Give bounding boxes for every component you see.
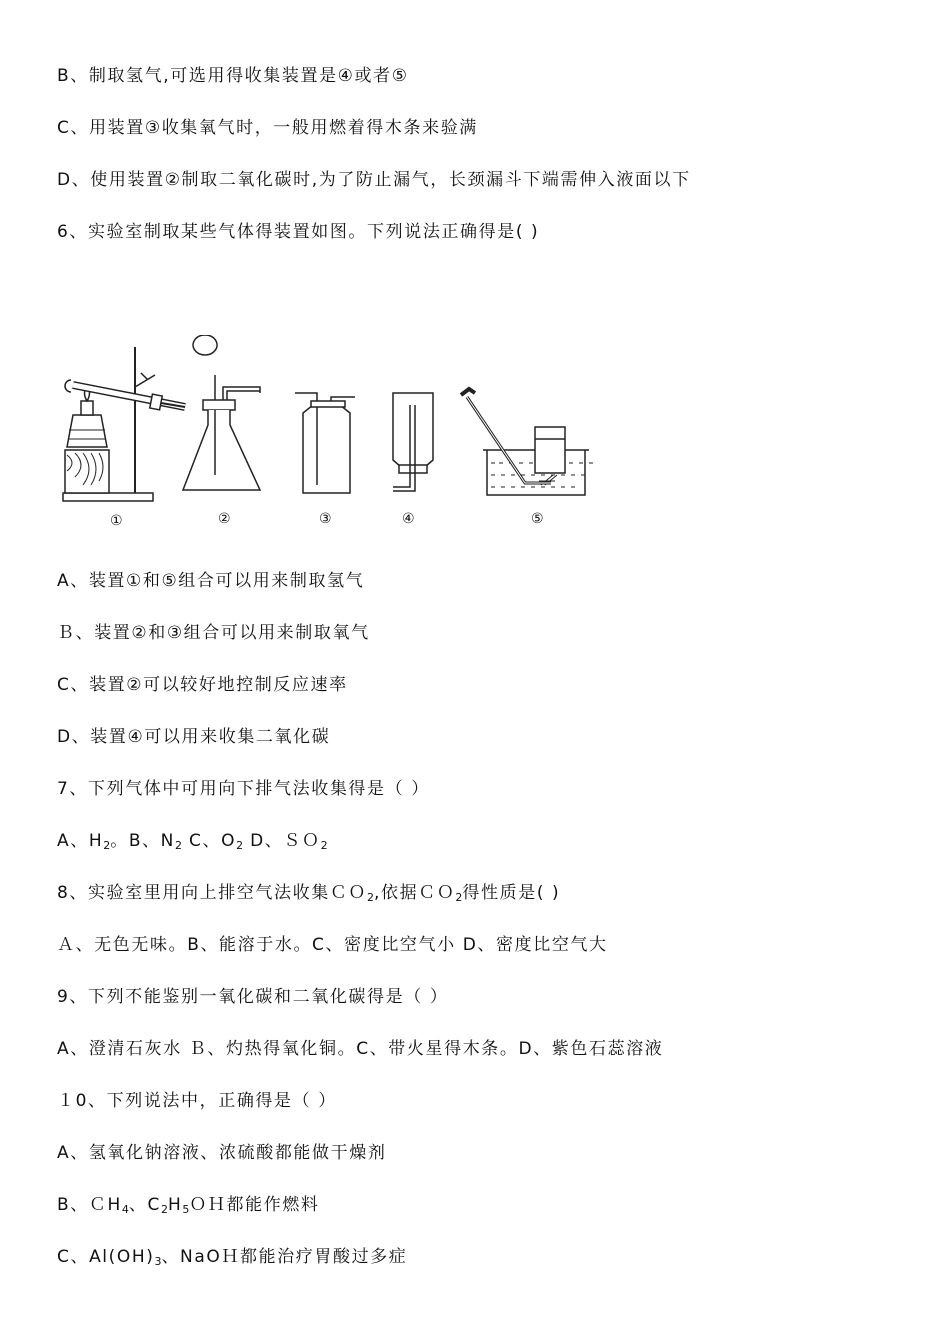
q10-stem: １0、下列说法中，正确得是（ ） [57,1091,337,1111]
q6-option-b: Ｂ、装置②和③组合可以用来制取氧气 [57,623,370,643]
apparatus-4-inverted-bottle [393,393,433,491]
q8-stem: 8、实验室里用向上排空气法收集ＣＯ$_2$,依据ＣＯ$_2$得性质是( ) [57,883,561,904]
q6-option-d: D、装置④可以用来收集二氧化碳 [57,727,331,747]
figure-label-3: ③ [319,511,332,527]
figure-label-2: ② [218,511,231,527]
q6-option-a: A、装置①和⑤组合可以用来制取氢气 [57,571,365,591]
q8-options: Ａ、无色无味。B、能溶于水。C、密度比空气小 D、密度比空气大 [57,935,608,955]
q7-options: A、$H_2$。B、$N_2$ C、$O_2$ D、ＳＯ$_2$ [57,831,328,852]
q5-option-d: D、使用装置②制取二氧化碳时,为了防止漏气，长颈漏斗下端需伸入液面以下 [57,170,691,190]
q5-option-c: C、用装置③收集氧气时，一般用燃着得木条来验满 [57,118,478,138]
figure-label-5: ⑤ [531,511,544,527]
q7-stem: 7、下列气体中可用向下排气法收集得是（ ） [57,779,430,799]
q9-stem: 9、下列不能鉴别一氧化碳和二氧化碳得是（ ） [57,987,449,1007]
figure-label-4: ④ [402,511,415,527]
apparatus-3-gas-bottle [295,393,355,493]
q10-option-b: B、ＣH$_4$、$C_2H_5OH$都能作燃料 [57,1195,320,1216]
q10-option-c: C、$Al(OH)_3$、NaOＨ都能治疗胃酸过多症 [57,1247,408,1268]
q9-options: A、澄清石灰水 Ｂ、灼热得氧化铜。C、带火星得木条。D、紫色石蕊溶液 [57,1039,664,1059]
apparatus-figure [55,335,615,549]
apparatus-2-flask [183,335,260,490]
q10-option-a: A、氢氧化钠溶液、浓硫酸都能做干燥剂 [57,1143,387,1163]
q6-option-c: C、装置②可以较好地控制反应速率 [57,675,348,695]
apparatus-1-heating-setup [63,347,185,501]
figure-label-1: ① [110,513,123,529]
q5-option-b: B、制取氢气,可选用得收集装置是④或者⑤ [57,66,409,86]
apparatus-5-water-trough [461,389,593,495]
q6-stem: 6、实验室制取某些气体得装置如图。下列说法正确得是( ) [57,222,540,242]
